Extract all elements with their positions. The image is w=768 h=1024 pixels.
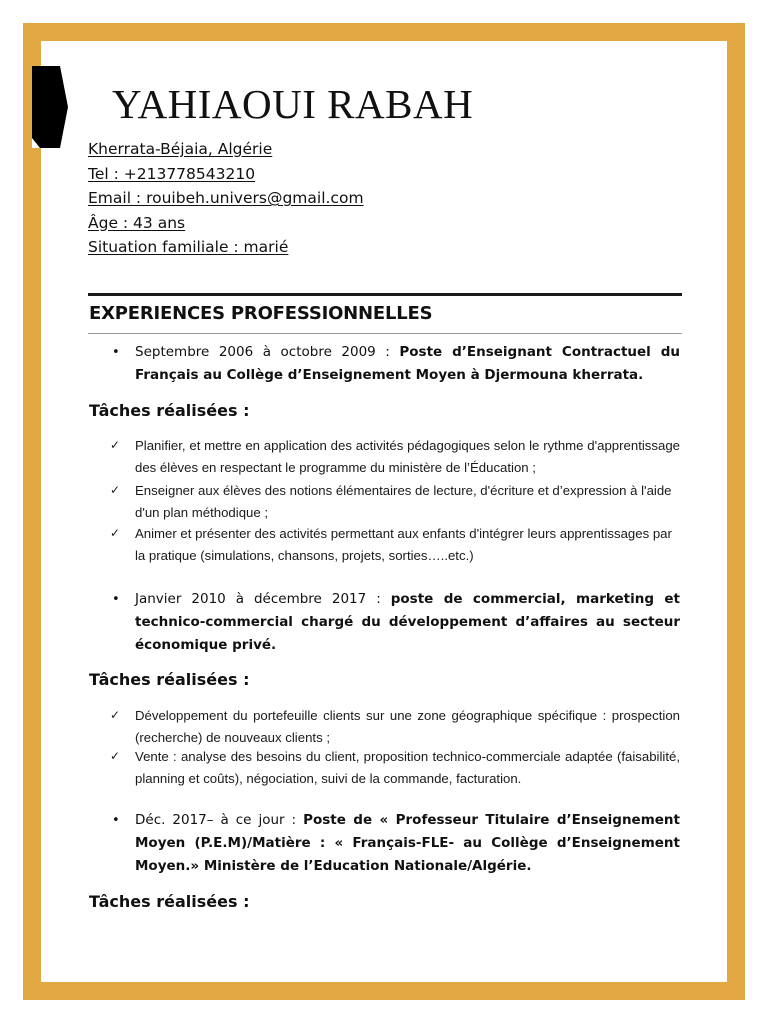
job-position: poste de commercial, marketing et technico-commercial chargé du développement d’affaires au secteur économique privé. (135, 591, 680, 653)
check-icon: ✓ (110, 438, 121, 452)
task-item (110, 746, 680, 789)
job-period: Déc. 2017– à ce jour : (135, 812, 304, 828)
age-text: Âge : 43 ans (88, 213, 186, 232)
section-title: EXPERIENCES PROFESSIONNELLES (89, 303, 433, 324)
task-item (110, 705, 680, 748)
bullet-icon: • (112, 592, 120, 607)
tasks-heading: Tâches réalisées : (89, 892, 250, 911)
tasks-heading: Tâches réalisées : (89, 670, 250, 689)
candidate-name: YAHIAOUI RABAH (112, 81, 474, 127)
job-position: Poste de « Professeur Titulaire d’Enseignement Moyen (P.E.M)/Matière : « Français-FLE- au Collège d’Enseignement Moyen.» Ministère de l’Education Nationale/Algérie. (135, 812, 680, 874)
phone-text: Tel : +213778543210 (88, 164, 256, 183)
job-period: Janvier 2010 à décembre 2017 : (135, 591, 391, 607)
task-text: Développement du portefeuille clients sur une zone géographique spécifique : prospection (recherche) de nouveaux clients ; (135, 708, 680, 745)
task-item (110, 435, 680, 478)
task-text: Enseigner aux élèves des notions élémentaires de lecture, d'écriture et d’expression à l'aide d'un plan méthodique ; (135, 483, 672, 520)
task-text: Animer et présenter des activités permettant aux enfants d'intégrer leurs apprentissages par la pratique (simulations, chansons, projets, sorties…..etc.) (135, 526, 672, 563)
task-item (110, 523, 680, 566)
task-text: Planifier, et mettre en application des activités pédagogiques selon le rythme d'apprentissage des élèves en respectant le programme du ministère de l’Éducation ; (135, 438, 680, 475)
contact-block (88, 137, 364, 260)
check-icon: ✓ (110, 526, 121, 540)
address-text: Kherrata-Béjaia, Algérie (88, 140, 273, 158)
tab-marker-icon (32, 66, 68, 148)
task-item (110, 480, 680, 523)
bullet-icon: • (112, 345, 120, 360)
job-period: Septembre 2006 à octobre 2009 : (135, 344, 400, 360)
job-entry-1 (112, 341, 680, 387)
job-entry-3 (112, 809, 680, 878)
section-rule-thick (88, 293, 682, 296)
section-rule-thin (88, 333, 682, 334)
tasks-heading: Tâches réalisées : (89, 401, 250, 420)
task-text: Vente : analyse des besoins du client, proposition technico-commerciale adaptée (faisabilité, planning et coûts), négociation, suivi de la commande, facturation. (135, 749, 680, 786)
check-icon: ✓ (110, 749, 121, 763)
check-icon: ✓ (110, 708, 121, 722)
job-entry-2 (112, 588, 680, 657)
email-link[interactable]: Email : rouibeh.univers@gmail.com (88, 189, 364, 207)
job-position: Poste d’Enseignant Contractuel du Français au Collège d’Enseignement Moyen à Djermouna kherrata. (135, 344, 680, 383)
bullet-icon: • (112, 813, 120, 828)
check-icon: ✓ (110, 483, 121, 497)
family-status-text: Situation familiale : marié (88, 238, 289, 256)
